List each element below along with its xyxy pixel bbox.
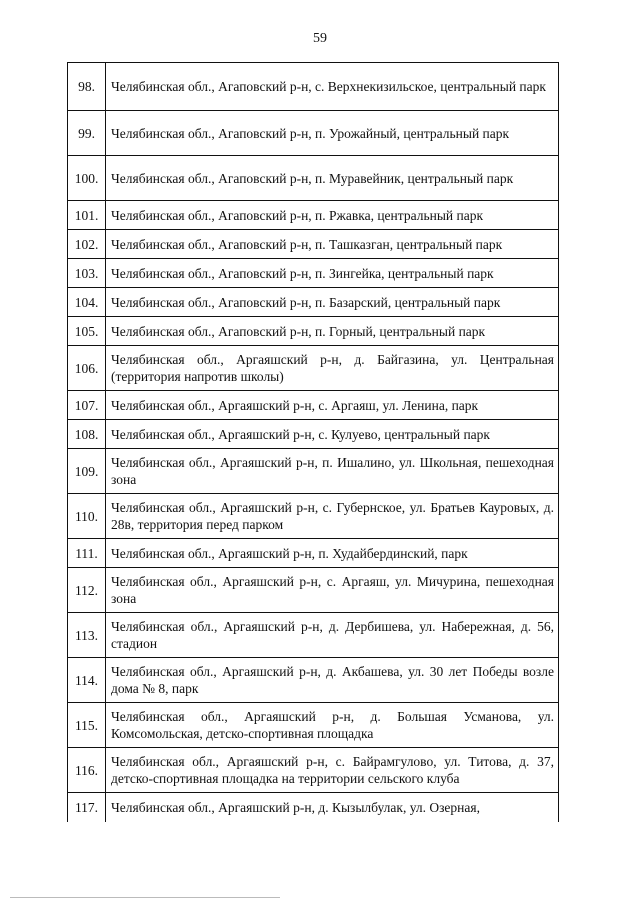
row-number: 107. [68,391,106,420]
table-row [68,156,559,201]
location-description: Челябинская обл., Аргаяшский р-н, д. Акбашева, ул. 30 лет Победы возле дома № 8, парк [106,658,559,703]
row-number: 115. [68,703,106,748]
table-row [68,391,559,420]
row-number: 112. [68,568,106,613]
row-number: 116. [68,748,106,793]
table-row [68,346,559,391]
table-body [68,63,559,822]
location-description: Челябинская обл., Агаповский р-н, п. Ташказган, центральный парк [106,230,559,259]
location-description: Челябинская обл., Агаповский р-н, п. Базарский, центральный парк [106,288,559,317]
row-number: 103. [68,259,106,288]
row-number: 100. [68,156,106,201]
row-number: 109. [68,449,106,494]
location-description: Челябинская обл., Аргаяшский р-н, с. Байрамгулово, ул. Титова, д. 37, детско-спортивная площадка на территории сельского клуба [106,748,559,793]
table-row [68,494,559,539]
row-number: 113. [68,613,106,658]
row-number: 99. [68,111,106,156]
location-description: Челябинская обл., Аргаяшский р-н, с. Аргаяш, ул. Ленина, парк [106,391,559,420]
row-number: 108. [68,420,106,449]
locations-table [67,62,559,822]
footer-rule [10,897,280,898]
row-number: 106. [68,346,106,391]
table-row [68,658,559,703]
row-number: 98. [68,63,106,111]
location-description: Челябинская обл., Агаповский р-н, п. Урожайный, центральный парк [106,111,559,156]
table-row [68,449,559,494]
row-number: 111. [68,539,106,568]
location-description: Челябинская обл., Агаповский р-н, п. Горный, центральный парк [106,317,559,346]
table-row [68,317,559,346]
location-description: Челябинская обл., Аргаяшский р-н, п. Ишалино, ул. Школьная, пешеходная зона [106,449,559,494]
location-description: Челябинская обл., Аргаяшский р-н, д. Кызылбулак, ул. Озерная, [106,793,559,822]
location-description: Челябинская обл., Аргаяшский р-н, с. Кулуево, центральный парк [106,420,559,449]
row-number: 101. [68,201,106,230]
table-row [68,703,559,748]
table-row [68,420,559,449]
row-number: 104. [68,288,106,317]
location-description: Челябинская обл., Агаповский р-н, с. Верхнекизильское, центральный парк [106,63,559,111]
table-row [68,201,559,230]
table-row [68,539,559,568]
row-number: 105. [68,317,106,346]
table-row [68,748,559,793]
location-description: Челябинская обл., Аргаяшский р-н, д. Байгазина, ул. Центральная (территория напротив школы) [106,346,559,391]
table-row [68,63,559,111]
location-description: Челябинская обл., Аргаяшский р-н, д. Дербишева, ул. Набережная, д. 56, стадион [106,613,559,658]
location-description: Челябинская обл., Аргаяшский р-н, п. Худайбердинский, парк [106,539,559,568]
table-row [68,230,559,259]
table-row [68,613,559,658]
table-row [68,111,559,156]
row-number: 102. [68,230,106,259]
table-row [68,259,559,288]
row-number: 117. [68,793,106,822]
location-description: Челябинская обл., Агаповский р-н, п. Муравейник, центральный парк [106,156,559,201]
table-row [68,288,559,317]
location-description: Челябинская обл., Агаповский р-н, п. Ржавка, центральный парк [106,201,559,230]
location-description: Челябинская обл., Аргаяшский р-н, с. Аргаяш, ул. Мичурина, пешеходная зона [106,568,559,613]
page-number: 59 [313,31,327,46]
location-description: Челябинская обл., Аргаяшский р-н, с. Губернское, ул. Братьев Кауровых, д. 28в, территория перед парком [106,494,559,539]
row-number: 114. [68,658,106,703]
table-row [68,793,559,822]
location-description: Челябинская обл., Агаповский р-н, п. Зингейка, центральный парк [106,259,559,288]
row-number: 110. [68,494,106,539]
location-description: Челябинская обл., Аргаяшский р-н, д. Большая Усманова, ул. Комсомольская, детско-спортивная площадка [106,703,559,748]
table-row [68,568,559,613]
